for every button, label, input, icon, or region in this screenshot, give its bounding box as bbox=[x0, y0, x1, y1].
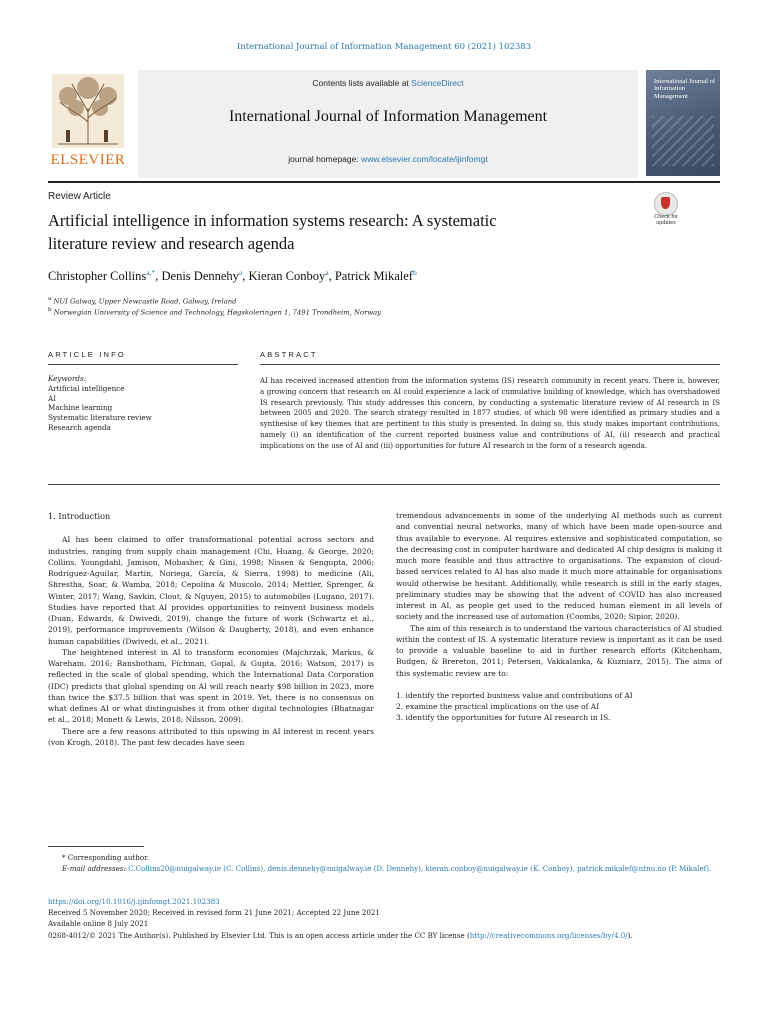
affiliation-text: Norwegian University of Science and Technology, Høgskoleringen 1, 7491 Trondheim, Norway bbox=[53, 308, 382, 317]
aim-item: 3. identify the opportunities for future AI research in IS. bbox=[396, 713, 611, 723]
keywords-block bbox=[48, 374, 238, 433]
elsevier-wordmark: ELSEVIER bbox=[50, 152, 126, 168]
doi-link[interactable]: https://doi.org/10.1016/j.ijinfomgt.2021.102383 bbox=[48, 897, 220, 906]
license-link[interactable]: http://creativecommons.org/licenses/by/4.0/ bbox=[469, 930, 628, 940]
keyword-item: Systematic literature review bbox=[48, 413, 152, 423]
article-type: Review Article bbox=[48, 191, 111, 202]
keywords-label: Keywords: bbox=[48, 374, 87, 383]
keyword-item: Machine learning bbox=[48, 403, 113, 413]
contents-line bbox=[138, 78, 638, 88]
body-paragraph: AI has been claimed to offer transformational potential across sectors and industries, ranging from supply chain management (Chi, Huang, & George, 2020; Collins, Youngdahl, Jamison, Mobasher, & Gini, 1998; Nissen & Sengupta, 2006; Rodríguez-Aguilar, Martín, Noriega, García, & Sierra, 1998) to medicine (Ali, Shrestha, Soar, & Wamba, 2018; Cepolina & Muscolo, 2014; Mettler, Sprenger, & Winter, 2017; Wang, Savkin, Clout, & Nguyen, 2015) to automobiles (Lugano, 2017). Studies have reported that AI provides opportunities to reinvent business models (Duan, Edwards, & Dwivedi, 2019), change the future of work (Schwartz et al., 2019), performance improvements (Wilson & Daugherty, 2018), and even enhance human capabilities (Dwivedi, et al., 2021). bbox=[48, 535, 374, 646]
license-suffix: ). bbox=[627, 930, 633, 940]
corresponding-author-note: * Corresponding author. bbox=[62, 853, 150, 862]
keyword-item: AI bbox=[48, 393, 57, 403]
article-title bbox=[48, 210, 608, 256]
introduction-heading: 1. Introduction bbox=[48, 511, 111, 521]
header-divider bbox=[48, 181, 720, 183]
abstract-heading: ABSTRACT bbox=[260, 350, 318, 359]
license-text: 0268-4012/© 2021 The Author(s). Published by Elsevier Ltd. This is an open access article under the CC BY license ( bbox=[48, 930, 470, 940]
available-online: Available online 8 July 2021 bbox=[48, 919, 149, 929]
journal-cover-thumbnail bbox=[646, 70, 720, 176]
received-dates: Received 5 November 2020; Received in revised form 21 June 2021; Accepted 22 June 2021 bbox=[48, 908, 380, 918]
author-name[interactable]: Kieran Conboy bbox=[248, 269, 326, 284]
email-addresses bbox=[48, 863, 720, 874]
body-paragraph: There are a few reasons attributed to this upswing in AI interest in recent years (von Krogh, 2018). The past few decades have seen bbox=[48, 726, 374, 747]
sciencedirect-link[interactable]: ScienceDirect bbox=[411, 78, 464, 88]
author-affiliation-mark[interactable]: a bbox=[238, 268, 243, 277]
author-affiliation-mark[interactable]: b bbox=[412, 268, 417, 277]
aim-item: 1. identify the reported business value and contributions of AI bbox=[396, 690, 633, 700]
author-affiliation-mark[interactable]: a bbox=[325, 268, 329, 277]
affiliation-mark: b bbox=[48, 307, 52, 313]
article-info-heading: ARTICLE INFO bbox=[48, 350, 126, 359]
abstract-text: AI has received increased attention from the information systems (IS) research community in recent years. There is, however, a growing concern that research on AI could experience a lack of cumulative building of knowledge, which has overshadowed IS research previously. This study addresses this concern, by conducting a systematic literature review of AI research in IS between 2005 and 2020. The search strategy resulted in 1877 studies, of which 98 were identified as primary studies and a synthesise of key themes that are pertinent to this study is presented. In doing so, this study makes important contributions, namely (i) an identification of the current reported business value and contributions of AI, (ii) research and practical implications on the use of AI and (iii) opportunities for future AI research in the form of a research agenda. bbox=[260, 376, 720, 450]
aim-item: 2. examine the practical implications on the use of AI bbox=[396, 702, 600, 711]
article-title-line-1: Artificial intelligence in information systems research: A systematic bbox=[48, 211, 497, 230]
cover-pattern bbox=[652, 116, 714, 166]
body-paragraph: The aim of this research is to understand the various characteristics of AI studied within the context of IS. A systematic literature review is important as it can be used to provide a valuable baseline to aid in further research efforts (Kitchenham, Budgen, & Brereton, 2011; Petersen, Vakkalanka, & Kuzniarz, 2015). The aims of this systematic review are to: bbox=[396, 623, 722, 678]
author-name[interactable]: Christopher Collins bbox=[48, 269, 147, 284]
email-label: E-mail addresses: bbox=[62, 864, 126, 874]
affiliation bbox=[48, 307, 381, 316]
affiliation bbox=[48, 296, 236, 305]
abstract-rule bbox=[260, 364, 720, 365]
aims-list bbox=[396, 690, 722, 724]
author-affiliation-mark[interactable]: a,* bbox=[146, 268, 156, 277]
check-updates-icon bbox=[654, 192, 678, 216]
journal-title: International Journal of Information Management bbox=[228, 108, 548, 125]
body-column-left bbox=[48, 510, 374, 748]
article-info-rule bbox=[48, 364, 238, 365]
license-line bbox=[48, 930, 720, 941]
cover-title: International Journal of Information Management bbox=[654, 78, 716, 100]
footnotes bbox=[48, 852, 720, 875]
author-list: Christopher Collins$^{a,*}$, Denis Dennehy$^a$, Kieran Conboy$^a$, Patrick Mikalef$^b$ bbox=[48, 268, 417, 284]
journal-header bbox=[48, 70, 720, 178]
abstract-bottom-rule bbox=[48, 484, 720, 485]
journal-reference[interactable]: International Journal of Information Management 60 (2021) 102383 bbox=[236, 42, 532, 52]
check-updates-label: Check for updates bbox=[654, 214, 678, 227]
article-metadata bbox=[48, 896, 720, 941]
body-paragraph: The heightened interest in AI to transform economies (Majchrzak, Markus, & Wareham, 2016; Ransbotham, Fichman, Gopal, & Gupta, 2016; Watson, 2017) is reflected in the scale of global spending, which the International Data Corporation (IDC) predicts that global spending on AI will reach nearly $98 billion in 2023, more than twice the $37.5 billion that was spent in 2019. Yet, there is no consensus on what defines AI or what distinguishes it from other digital technologies (Bhatnagar et al., 2018; Monett & Lewis, 2018; Nilsson, 2009). bbox=[48, 647, 374, 725]
body-column-right bbox=[396, 510, 722, 724]
keyword-item: Artificial intelligence bbox=[48, 383, 125, 393]
article-title-line-2: literature review and research agenda bbox=[48, 233, 295, 253]
journal-banner bbox=[138, 70, 638, 178]
footnote-rule bbox=[48, 846, 144, 847]
check-for-updates-button[interactable] bbox=[646, 192, 686, 232]
body-paragraph: tremendous advancements in some of the underlying AI methods such as current and convential neural networks, many of which have been made open-source and thus available to everyone. AI requires extensive and sophisticated computation, so the decreasing cost in computer hardware and dedicated AI chip designs is making it much more feasible and thus attractive to organisations. The expansion of cloud-based services related to AI has also made it much more attainable for organisations would otherwise be hesitant. Additionally, while research is still in the early stages, preliminary studies may be showing that the advent of COVID has also increased interest in AI, as people get used to the reduced human element in all levels of society and the increased use of automation (Coombs, 2020; Sipior, 2020). bbox=[396, 511, 722, 622]
homepage-line bbox=[138, 154, 638, 164]
affiliation-text: NUI Galway, Upper Newcastle Road, Galway, Ireland bbox=[53, 297, 237, 306]
contents-prefix: Contents lists available at bbox=[312, 78, 412, 88]
author-name[interactable]: Patrick Mikalef bbox=[334, 269, 413, 284]
journal-homepage-link[interactable]: www.elsevier.com/locate/ijinfomgt bbox=[361, 154, 488, 164]
email-links[interactable]: C.Collins20@nuigalway.ie (C. Collins), denis.dennehy@nuigalway.ie (D. Dennehy), kieran.conboy@nuigalway.ie (K. Conboy), patrick.mikalef@ntnu.no (P. Mikalef). bbox=[128, 864, 712, 874]
author-name[interactable]: Denis Dennehy bbox=[161, 269, 239, 284]
keyword-item: Research agenda bbox=[48, 422, 111, 432]
homepage-prefix: journal homepage: bbox=[288, 154, 362, 164]
affiliation-mark: a bbox=[48, 296, 52, 302]
